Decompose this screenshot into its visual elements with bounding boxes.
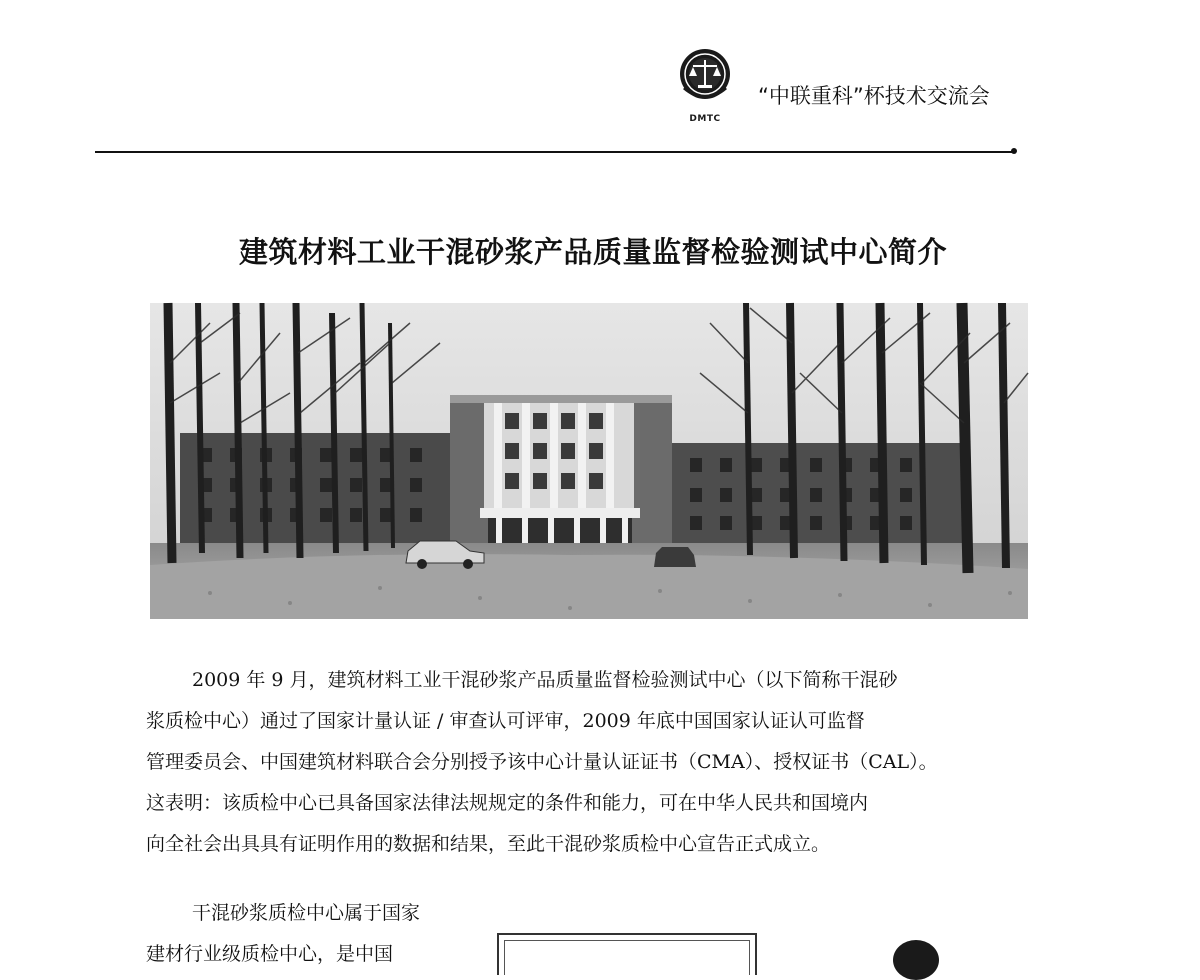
scales-of-justice-icon xyxy=(676,48,734,110)
paragraph-line: 建材行业级质检中心，是中国 xyxy=(146,943,394,965)
paragraph-line: 2009 年 9 月，建筑材料工业干混砂浆产品质量监督检验测试中心（以下简称干混砂 xyxy=(192,669,898,691)
paragraph-line: 管理委员会、中国建筑材料联合会分别授予该中心计量认证证书（CMA）、授权证书（CAL）。 xyxy=(146,751,938,773)
building-photo xyxy=(150,303,1028,619)
paragraph-line: 浆质检中心）通过了国家计量认证 / 审查认可评审，2009 年底中国国家认证认可监督 xyxy=(146,710,865,732)
intro-paragraph xyxy=(146,660,1046,865)
conference-name: “中联重科”杯技术交流会 xyxy=(758,84,990,108)
header-divider-dot xyxy=(1011,148,1017,154)
page-title: 建筑材料工业干混砂浆产品质量监督检验测试中心简介 xyxy=(238,235,947,269)
paragraph-line: 干混砂浆质检中心属于国家 xyxy=(192,902,421,924)
dmtc-logo xyxy=(676,48,734,128)
paragraph-line: 向全社会出具具有证明作用的数据和结果，至此干混砂浆质检中心宣告正式成立。 xyxy=(146,833,831,855)
person-photo xyxy=(893,940,939,980)
paragraph-line: 这表明：该质检中心已具备国家法律法规规定的条件和能力，可在中华人民共和国境内 xyxy=(146,792,869,814)
header-divider xyxy=(95,151,1013,153)
logo-text: DMTC xyxy=(689,114,721,124)
building-photo-image xyxy=(150,303,1028,619)
certificate-frame-inner xyxy=(504,940,750,975)
certificate-frame xyxy=(497,933,757,975)
